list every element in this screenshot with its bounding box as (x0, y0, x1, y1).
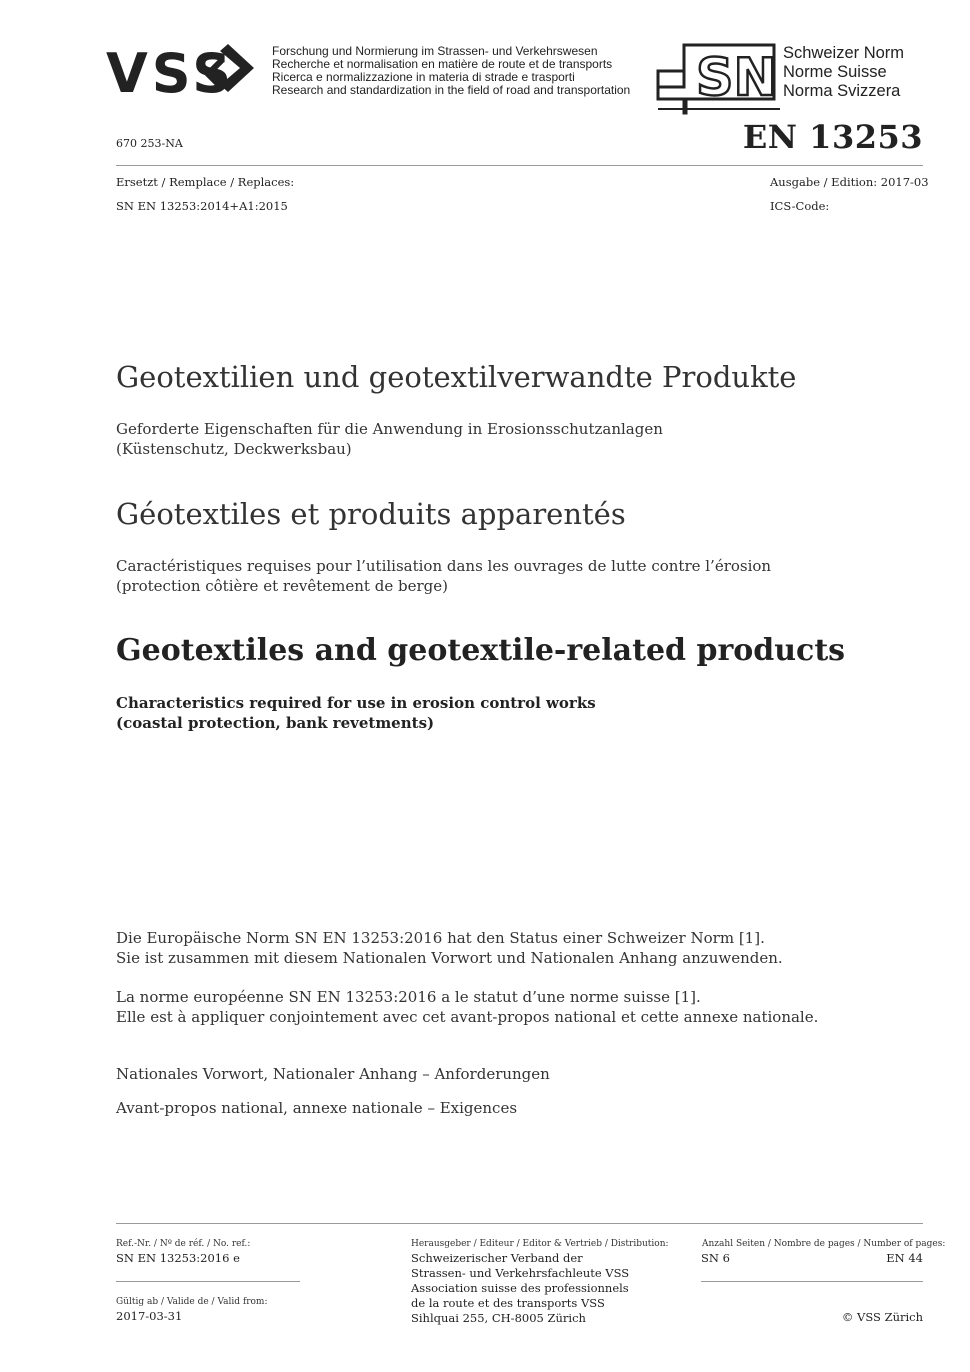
publisher-line: de la route et des transports VSS (411, 1296, 605, 1310)
replaces-value: SN EN 13253:2014+A1:2015 (116, 199, 288, 213)
subtitle-en-line: (coastal protection, bank revetments) (116, 714, 435, 732)
pages-label: Anzahl Seiten / Nombre de pages / Number of pages: (702, 1239, 946, 1249)
ics-label: ICS-Code: (770, 199, 830, 213)
annex-note-fr: Avant-propos national, annexe nationale – Exigences (116, 1099, 518, 1117)
vss-logo (106, 40, 266, 106)
vss-tagline-line: Recherche et normalisation en matière de route et de transports (272, 57, 613, 71)
pages-divider (701, 1281, 923, 1282)
valid-value: 2017-03-31 (116, 1309, 183, 1323)
pages-sn: SN 6 (701, 1251, 730, 1265)
vss-tagline (272, 45, 630, 97)
replaces-label: Ersetzt / Remplace / Replaces: (116, 175, 295, 189)
sn-logo-text: SN (696, 48, 777, 108)
vss-logo-text: VSS (106, 42, 236, 102)
publisher-line: Schweizerischer Verband der (411, 1251, 583, 1265)
subtitle-en-line: Characteristics required for use in erosion control works (116, 694, 596, 712)
annex-note-de: Nationales Vorwort, Nationaler Anhang – Anforderungen (116, 1065, 550, 1083)
edition-label: Ausgabe / Edition: 2017-03 (770, 175, 929, 189)
title-de: Geotextilien und geotextilverwandte Produkte (116, 360, 797, 394)
doc-number-small: 670 253-NA (116, 137, 183, 150)
swiss-cross-icon (656, 43, 780, 115)
publisher-line: Association suisse des professionnels (411, 1281, 629, 1295)
title-fr: Géotextiles et produits apparentés (116, 497, 626, 531)
status-note-line: Elle est à appliquer conjointement avec cet avant-propos national et cette annexe nationale. (116, 1008, 819, 1026)
status-note-de (116, 928, 783, 968)
ref-value: SN EN 13253:2016 e (116, 1251, 240, 1265)
sn-names (783, 44, 904, 101)
ref-divider (116, 1281, 300, 1282)
status-note-line: Die Europäische Norm SN EN 13253:2016 hat den Status einer Schweizer Norm [1]. (116, 929, 765, 947)
doc-number-big: EN 13253 (742, 118, 923, 156)
subtitle-fr-line: Caractéristiques requises pour l’utilisation dans les ouvrages de lutte contre l’érosion (116, 557, 772, 575)
vss-tagline-line: Forschung und Normierung im Strassen- und Verkehrswesen (272, 44, 598, 58)
publisher-address (411, 1251, 629, 1326)
subtitle-de (116, 419, 663, 459)
subtitle-de-line: (Küstenschutz, Deckwerksbau) (116, 440, 352, 458)
status-note-fr (116, 987, 818, 1027)
pages-en: EN 44 (886, 1251, 923, 1265)
subtitle-de-line: Geforderte Eigenschaften für die Anwendung in Erosionsschutzanlagen (116, 420, 663, 438)
sn-name-de: Schweizer Norm (783, 44, 905, 62)
status-note-line: Sie ist zusammen mit diesem Nationalen Vorwort und Nationalen Anhang anzuwenden. (116, 949, 783, 967)
publisher-line: Sihlquai 255, CH-8005 Zürich (411, 1311, 586, 1325)
vss-logo-mark (106, 40, 266, 102)
header-divider (116, 165, 923, 166)
publisher-label: Herausgeber / Editeur / Editor & Vertrieb / Distribution: (411, 1239, 669, 1249)
subtitle-fr (116, 556, 771, 596)
publisher-line: Strassen- und Verkehrsfachleute VSS (411, 1266, 630, 1280)
sn-name-fr: Norme Suisse (783, 63, 887, 81)
sn-name-it: Norma Svizzera (783, 82, 901, 100)
title-en: Geotextiles and geotextile-related products (116, 633, 846, 668)
status-note-line: La norme européenne SN EN 13253:2016 a le statut d’une norme suisse [1]. (116, 988, 701, 1006)
ref-label: Ref.-Nr. / Nº de réf. / No. ref.: (116, 1239, 251, 1249)
copyright: © VSS Zürich (841, 1310, 923, 1324)
valid-label: Gültig ab / Valide de / Valid from: (116, 1297, 268, 1307)
vss-tagline-line: Research and standardization in the field of road and transportation (272, 83, 631, 97)
footer-divider (116, 1223, 923, 1224)
subtitle-fr-line: (protection côtière et revêtement de berge) (116, 577, 448, 595)
vss-tagline-line: Ricerca e normalizzazione in materia di strade e trasporti (272, 70, 575, 84)
sn-logo (656, 43, 780, 119)
subtitle-en (116, 693, 596, 733)
